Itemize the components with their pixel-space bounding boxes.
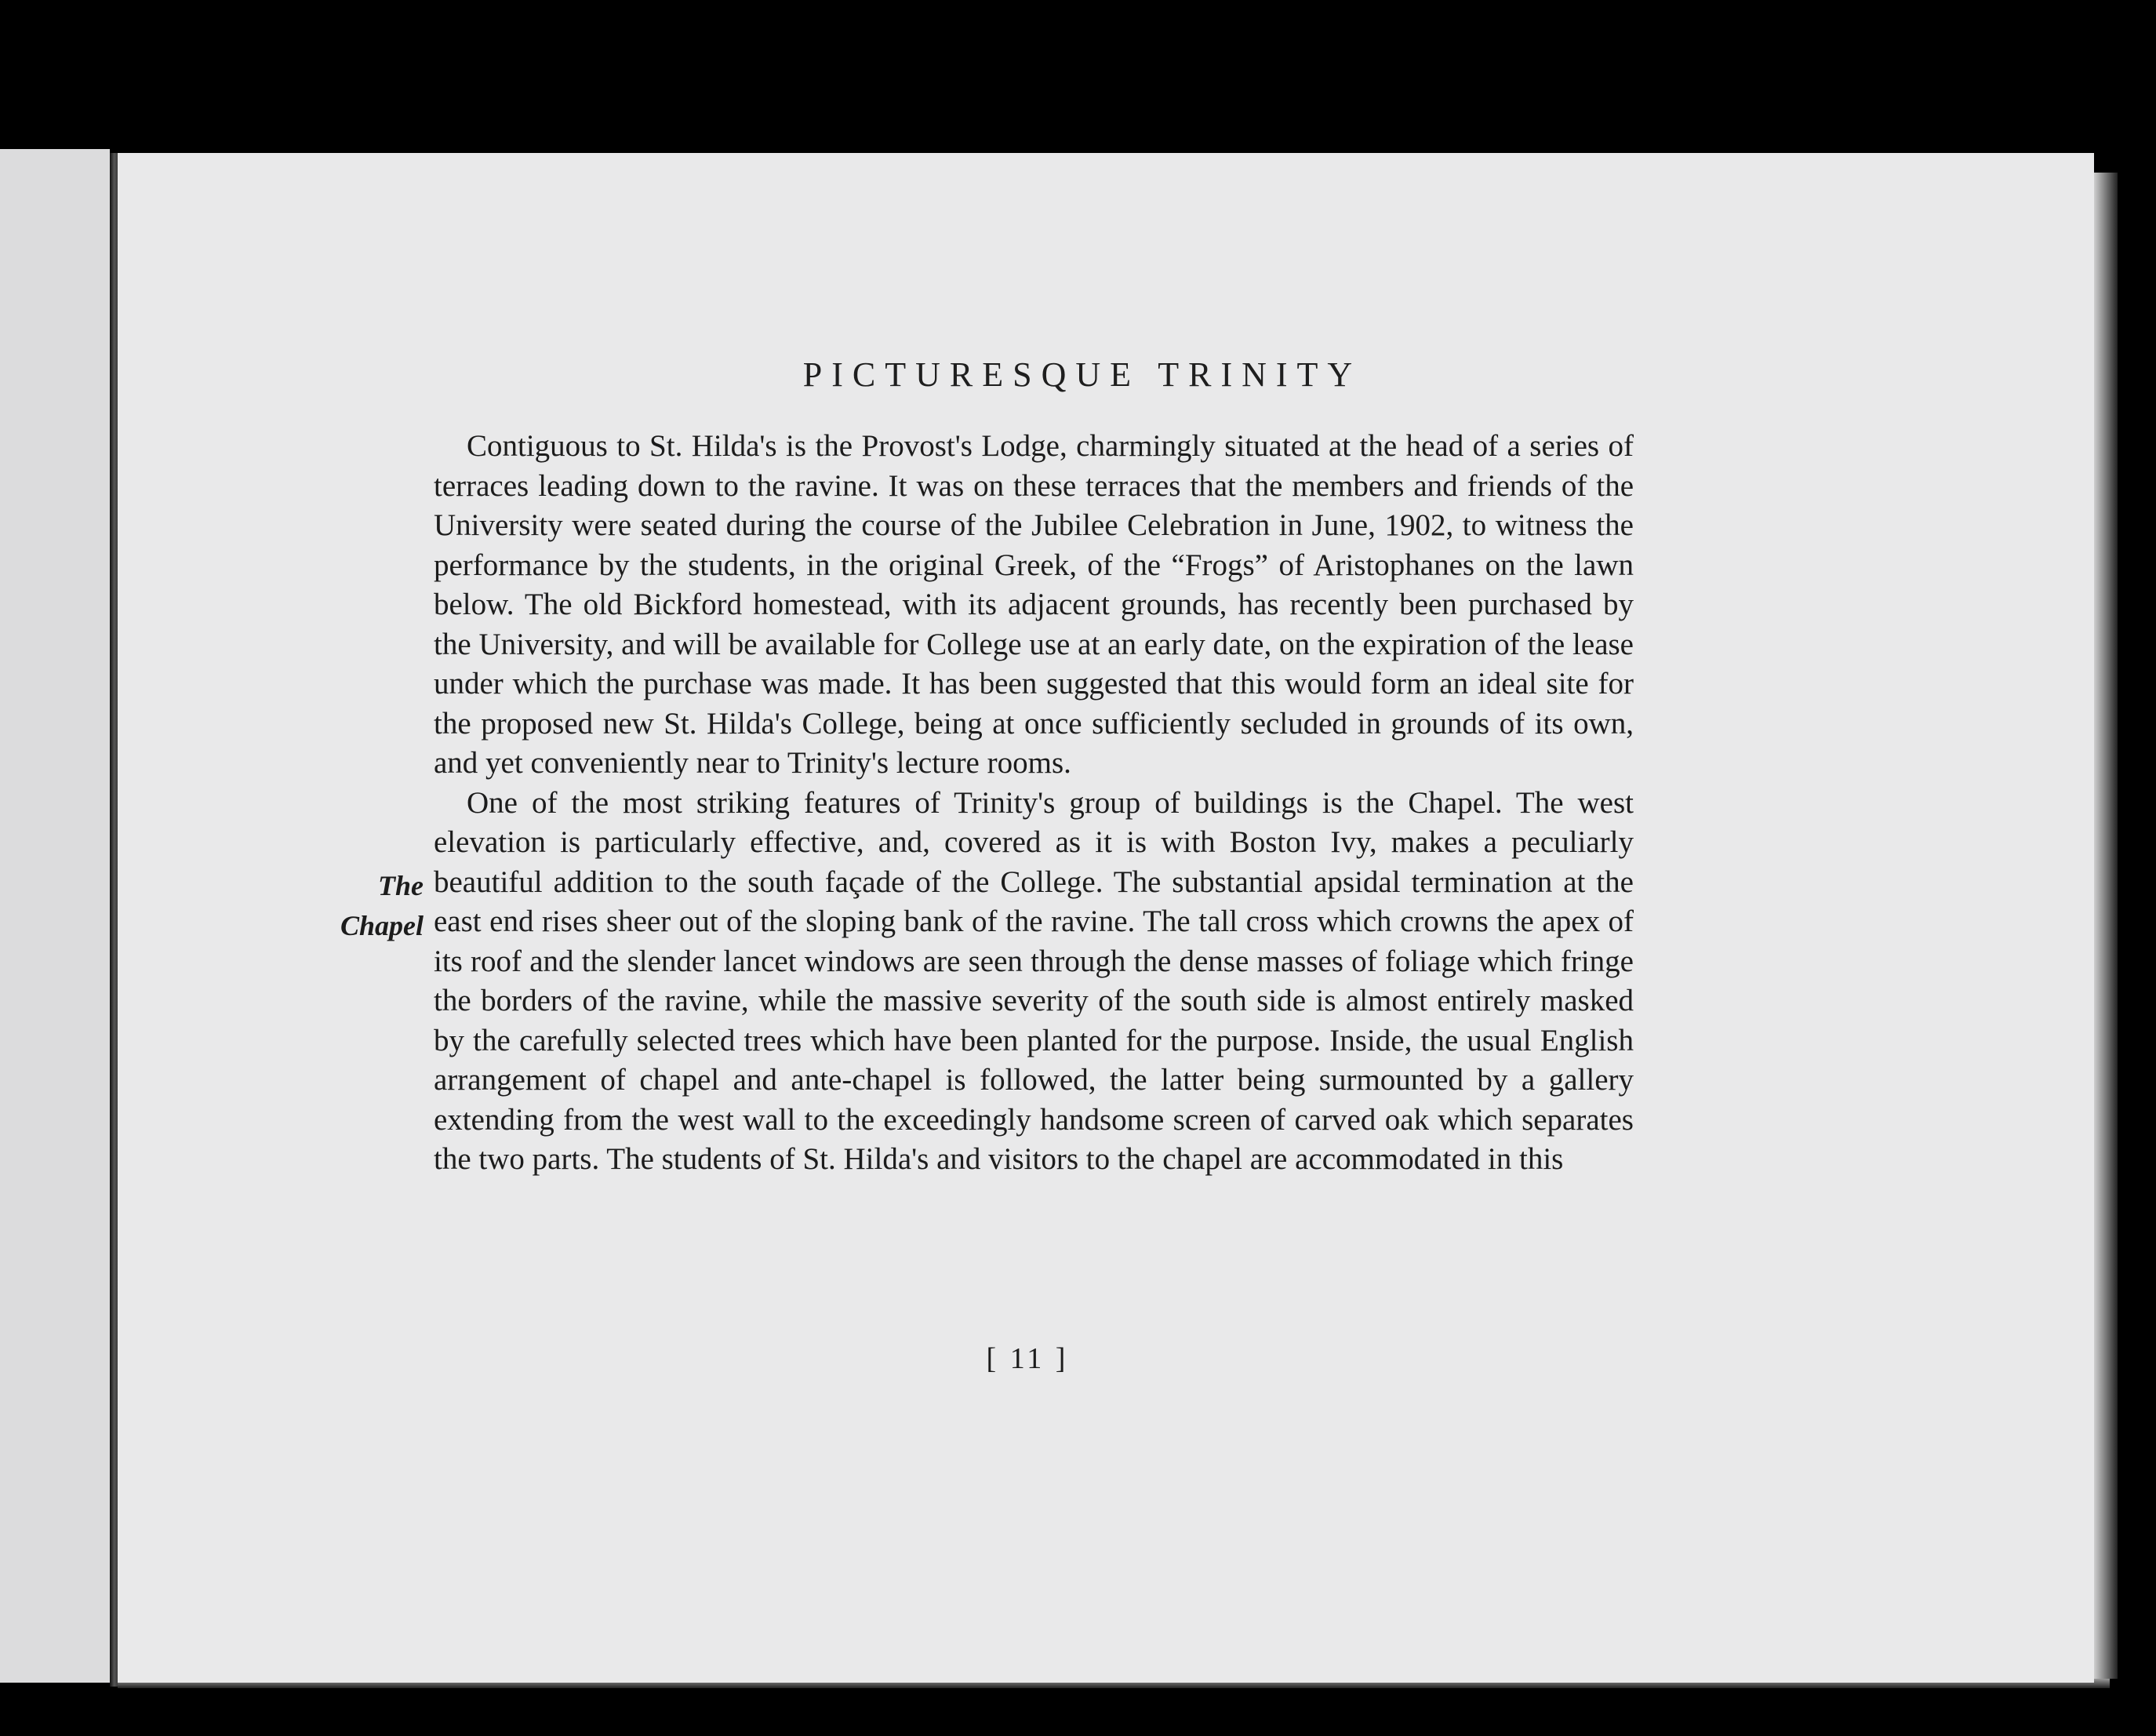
body-text — [434, 427, 1634, 1180]
sidenote-line-1: The — [378, 870, 424, 901]
paragraph-chapel: One of the most striking features of Trinity's group of buildings is the Chapel. The west elevation is particularly effective, and, covered as it is with Boston Ivy, makes a peculiarly beautiful addition to the south façade of the College. The substantial apsidal termination at the east end rises sheer out of the sloping bank of the ravine. The tall cross which crowns the apex of its roof and the slender lancet windows are seen through the dense masses of foliage which fringe the borders of the ravine, while the massive severity of the south side is almost entirely masked by the carefully selected trees which have been planted for the purpose. Inside, the usual English arrangement of chapel and ante-chapel is followed, the latter being surmounted by a gallery extending from the west wall to the exceedingly handsome screen of carved oak which separates the two parts. The students of St. Hilda's and visitors to the chapel are accommodated in this — [434, 785, 1634, 1176]
running-head: PICTURESQUE TRINITY — [802, 355, 1362, 394]
paragraph-provosts-lodge: Contiguous to St. Hilda's is the Provost's Lodge, charmingly situated at the head of a series of terraces leading down to the ravine. It was on these terraces that the members and friends of the University were seated during the course of the Jubilee Celebration in June, 1902, to witness the performance by the students, in the original Greek, of the “Frogs” of Aristophanes on the lawn below. The old Bickford homestead, with its adjacent grounds, has recently been purchased by the University, and will be available for College use at an early date, on the expiration of the lease under which the purchase was made. It has been suggested that this would form an ideal site for the proposed new St. Hilda's College, being at once sufficiently secluded in grounds of its own, and yet conveniently near to Trinity's lecture rooms. — [434, 429, 1634, 780]
sidenote-line-2: Chapel — [340, 909, 424, 941]
marginal-sidenote — [306, 866, 424, 945]
page-fore-edge — [2094, 173, 2118, 1679]
page-number: [ 11 ] — [986, 1342, 1069, 1375]
facing-page-edge — [0, 149, 110, 1683]
